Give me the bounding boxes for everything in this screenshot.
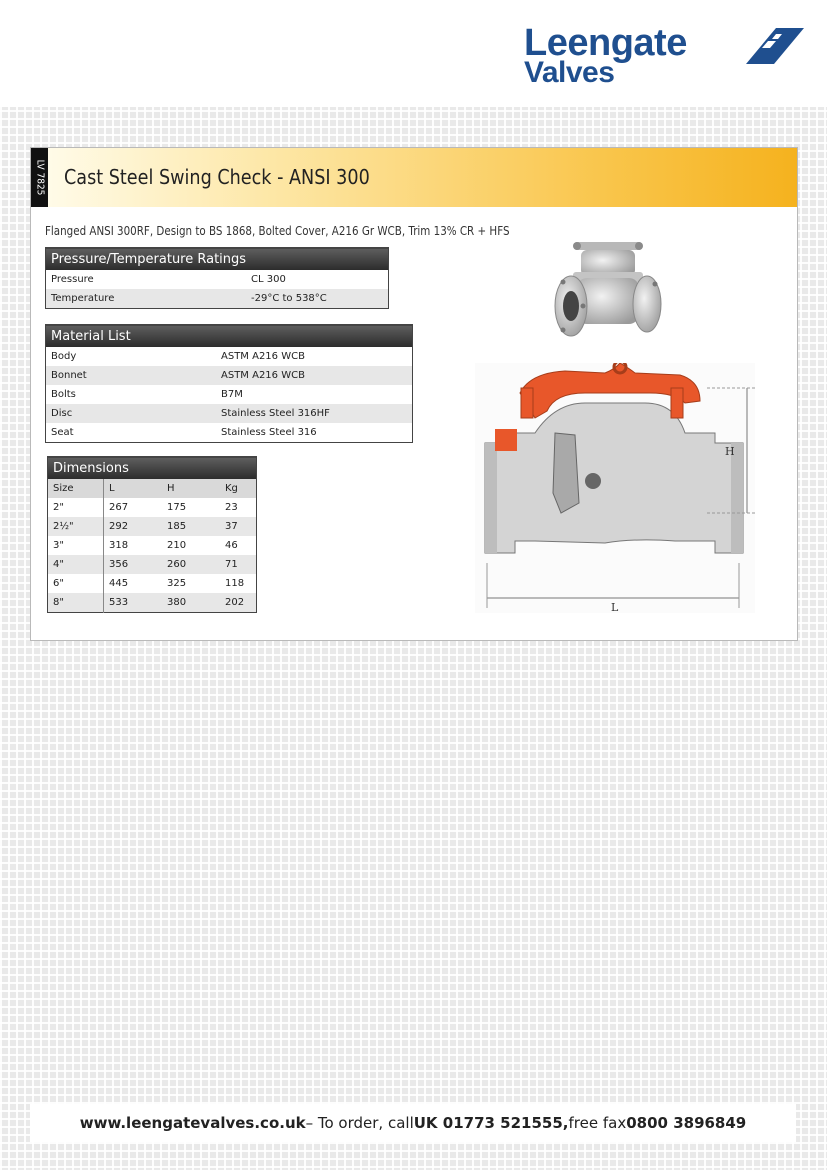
- product-code: LV 7825: [34, 159, 45, 196]
- weight-cell: 23: [225, 502, 238, 513]
- column-header: L: [104, 479, 163, 498]
- weight-cell: 71: [220, 555, 257, 574]
- product-title: Cast Steel Swing Check - ANSI 300: [64, 165, 370, 189]
- material-spec: ASTM A216 WCB: [216, 366, 413, 385]
- fax-text: free fax: [568, 1114, 627, 1132]
- logo-word-valves: Valves: [524, 56, 615, 89]
- material-table: [45, 324, 413, 443]
- length-cell: 445: [109, 578, 129, 589]
- material-part: Disc: [46, 404, 217, 423]
- length-cell: 267: [109, 502, 129, 513]
- table-row: [46, 347, 413, 366]
- size-cell: 2½": [48, 517, 104, 536]
- dimensions-table: [47, 456, 257, 613]
- dimensions-heading: Dimensions: [48, 457, 257, 480]
- material-part: Bonnet: [46, 366, 217, 385]
- table-row: [46, 385, 413, 404]
- valve-cross-section-drawing: [475, 363, 755, 613]
- footer-contact-bar: [30, 1104, 796, 1142]
- length-cell: 292: [104, 517, 163, 536]
- ratings-value: -29°C to 538°C: [246, 289, 389, 309]
- height-cell: 380: [162, 593, 220, 613]
- material-part: Seat: [51, 427, 74, 438]
- weight-cell: 37: [220, 517, 257, 536]
- column-header: Size: [48, 479, 104, 498]
- ratings-table: [45, 247, 389, 309]
- table-row: [48, 593, 257, 613]
- weight-cell: 202: [220, 593, 257, 613]
- fax-number: 0800 3896849: [626, 1114, 747, 1132]
- table-row: [48, 555, 257, 574]
- ratings-heading: Pressure/Temperature Ratings: [46, 248, 389, 271]
- ratings-label: Temperature: [46, 289, 247, 309]
- product-panel: [30, 147, 798, 641]
- height-dimension-label: H: [725, 445, 735, 458]
- table-row: [46, 366, 413, 385]
- table-row: [48, 498, 257, 517]
- product-description: Flanged ANSI 300RF, Design to BS 1868, Bolted Cover, A216 Gr WCB, Trim 13% CR + HFS: [45, 224, 510, 238]
- length-cell: 318: [109, 540, 129, 551]
- height-cell: 185: [162, 517, 220, 536]
- size-cell: 6": [48, 574, 104, 593]
- height-cell: 260: [162, 555, 220, 574]
- product-code-tab: [31, 148, 48, 207]
- phone-number: UK 01773 521555,: [413, 1114, 569, 1132]
- size-cell: 2": [48, 498, 104, 517]
- table-row: [46, 404, 413, 423]
- material-heading: Material List: [46, 325, 413, 348]
- table-row: [48, 574, 257, 593]
- title-bar: [48, 148, 797, 207]
- website-link[interactable]: www.leengatevalves.co.uk: [79, 1114, 306, 1132]
- table-row: [46, 270, 389, 289]
- weight-cell: 46: [225, 540, 238, 551]
- column-header: Kg: [220, 479, 257, 498]
- length-dimension-label: L: [611, 601, 619, 613]
- size-cell: 3": [48, 536, 104, 555]
- table-row: [48, 536, 257, 555]
- length-cell: 356: [104, 555, 163, 574]
- table-row: [46, 289, 389, 309]
- material-spec: Stainless Steel 316HF: [216, 404, 413, 423]
- material-spec: B7M: [221, 389, 243, 400]
- valve-photo: [551, 234, 665, 346]
- logo-mark-icon: [732, 28, 804, 64]
- column-header: H: [162, 479, 220, 498]
- material-spec: Stainless Steel 316: [221, 427, 317, 438]
- material-part: Bolts: [51, 389, 76, 400]
- material-spec: ASTM A216 WCB: [221, 351, 305, 362]
- size-cell: 8": [48, 593, 104, 613]
- height-cell: 325: [167, 578, 187, 589]
- table-row: [46, 423, 413, 443]
- company-logo: [524, 24, 804, 88]
- length-cell: 533: [104, 593, 163, 613]
- height-cell: 210: [167, 540, 187, 551]
- height-cell: 175: [167, 502, 187, 513]
- weight-cell: 118: [225, 578, 245, 589]
- dimensions-column-headers: [48, 479, 257, 498]
- logo-word-leengate: Leengate: [524, 22, 687, 64]
- ratings-value: CL 300: [251, 274, 286, 285]
- material-part: Body: [51, 351, 77, 362]
- ratings-label: Pressure: [51, 274, 94, 285]
- header-band: [0, 0, 827, 107]
- size-cell: 4": [48, 555, 104, 574]
- table-row: [48, 517, 257, 536]
- order-text: – To order, call: [305, 1114, 414, 1132]
